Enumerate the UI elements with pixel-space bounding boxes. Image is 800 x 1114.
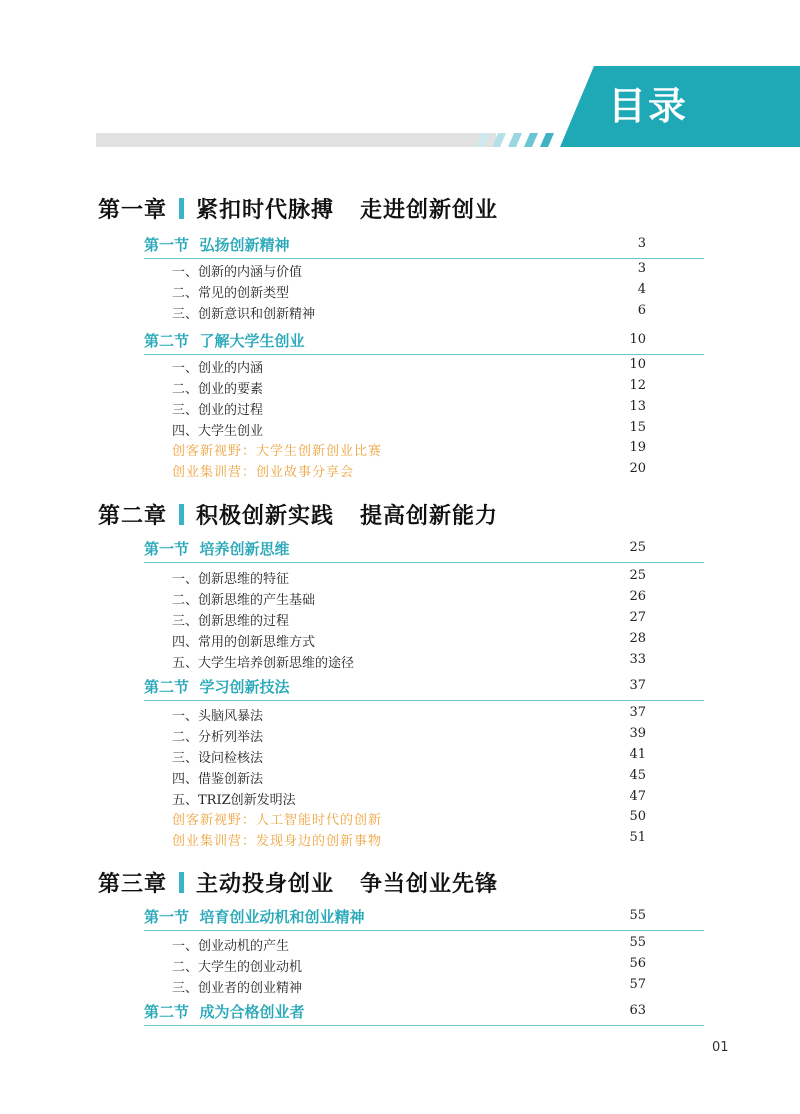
entry-page: 45 <box>629 768 646 783</box>
entry-page: 19 <box>629 440 646 455</box>
entry-page: 47 <box>629 789 646 804</box>
toc-entry[interactable] <box>172 566 646 586</box>
chapter-heading[interactable] <box>98 192 498 224</box>
section-page: 10 <box>629 332 646 347</box>
entry-page: 57 <box>629 977 646 992</box>
section-title: 第二节 成为合格创业者 <box>144 1003 305 1021</box>
toc-entry[interactable] <box>172 418 646 438</box>
entry-page: 6 <box>637 303 646 318</box>
toc-entry[interactable] <box>172 587 646 607</box>
entry-title: 三、创新意识和创新精神 <box>172 307 316 322</box>
page-number: 01 <box>712 1040 729 1055</box>
entry-page: 41 <box>629 747 646 762</box>
chapter-divider-bar <box>179 504 184 525</box>
chapter-title: 积极创新实践 提高创新能力 <box>196 502 498 529</box>
entry-title: 一、创业的内涵 <box>172 361 264 376</box>
chapter-divider-bar <box>179 872 184 893</box>
entry-page: 39 <box>629 726 646 741</box>
entry-title: 创业集训营：创业故事分享会 <box>172 465 355 480</box>
toc-entry[interactable] <box>172 355 646 375</box>
entry-title: 一、创新的内涵与价值 <box>172 265 303 280</box>
section-page: 25 <box>629 540 646 555</box>
entry-page: 28 <box>629 631 646 646</box>
toc-entry[interactable] <box>172 766 646 786</box>
entry-page: 15 <box>629 420 646 435</box>
toc-entry[interactable] <box>172 608 646 628</box>
entry-page: 13 <box>629 399 646 414</box>
toc-entry-feature[interactable] <box>172 828 646 848</box>
entry-title: 三、创业者的创业精神 <box>172 981 303 996</box>
entry-title: 四、大学生创业 <box>172 424 264 439</box>
toc-entry[interactable] <box>172 703 646 723</box>
entry-title: 二、创新思维的产生基础 <box>172 593 316 608</box>
toc-entry[interactable] <box>172 259 646 279</box>
chapter-heading[interactable] <box>98 866 498 898</box>
section-page: 3 <box>637 236 646 251</box>
toc-entry-feature[interactable] <box>172 459 646 479</box>
entry-page: 25 <box>629 568 646 583</box>
toc-entry[interactable] <box>172 975 646 995</box>
entry-page: 51 <box>629 830 646 845</box>
entry-title: 二、创业的要素 <box>172 382 264 397</box>
section-title: 第一节 培育创业动机和创业精神 <box>144 908 365 926</box>
entry-title: 一、头脑风暴法 <box>172 709 264 724</box>
entry-page: 55 <box>629 935 646 950</box>
entry-title: 创业集训营：发现身边的创新事物 <box>172 834 383 849</box>
entry-title: 三、设问检核法 <box>172 751 264 766</box>
entry-page: 27 <box>629 610 646 625</box>
chapter-title: 紧扣时代脉搏 走进创新创业 <box>196 196 498 223</box>
entry-title: 一、创新思维的特征 <box>172 572 290 587</box>
toc-entry[interactable] <box>172 397 646 417</box>
toc-entry-feature[interactable] <box>172 438 646 458</box>
entry-page: 3 <box>637 261 646 276</box>
toc-entry[interactable] <box>172 745 646 765</box>
entry-page: 37 <box>629 705 646 720</box>
entry-title: 三、创新思维的过程 <box>172 614 290 629</box>
entry-page: 4 <box>637 282 646 297</box>
entry-page: 26 <box>629 589 646 604</box>
section-title: 第一节 弘扬创新精神 <box>144 236 290 254</box>
entry-title: 一、创业动机的产生 <box>172 939 290 954</box>
chapter-divider-bar <box>179 198 184 219</box>
entry-title: 创客新视野：人工智能时代的创新 <box>172 813 383 828</box>
entry-title: 五、大学生培养创新思维的途径 <box>172 656 355 671</box>
toc-entry[interactable] <box>172 933 646 953</box>
section-heading[interactable] <box>144 904 704 931</box>
toc-entry[interactable] <box>172 650 646 670</box>
chapter-label: 第一章 <box>98 196 168 223</box>
toc-entry[interactable] <box>172 629 646 649</box>
chapter-label: 第二章 <box>98 502 168 529</box>
entry-page: 10 <box>629 357 646 372</box>
entry-title: 四、借鉴创新法 <box>172 772 264 787</box>
entry-page: 12 <box>629 378 646 393</box>
entry-title: 三、创业的过程 <box>172 403 264 418</box>
entry-page: 20 <box>629 461 646 476</box>
section-heading[interactable] <box>144 536 704 563</box>
entry-title: 创客新视野：大学生创新创业比赛 <box>172 444 383 459</box>
toc-entry[interactable] <box>172 954 646 974</box>
toc-entry-feature[interactable] <box>172 807 646 827</box>
page-title: 目录 <box>608 84 689 128</box>
toc-entry[interactable] <box>172 376 646 396</box>
section-title: 第一节 培养创新思维 <box>144 540 290 558</box>
section-page: 37 <box>629 678 646 693</box>
toc-entry[interactable] <box>172 301 646 321</box>
chapter-label: 第三章 <box>98 870 168 897</box>
chapter-heading[interactable] <box>98 498 498 530</box>
toc-entry[interactable] <box>172 280 646 300</box>
section-heading[interactable] <box>144 328 704 355</box>
section-page: 55 <box>629 908 646 923</box>
chapter-title: 主动投身创业 争当创业先锋 <box>196 870 498 897</box>
section-title: 第二节 了解大学生创业 <box>144 332 305 350</box>
section-heading[interactable] <box>144 232 704 259</box>
entry-page: 56 <box>629 956 646 971</box>
section-heading[interactable] <box>144 674 704 701</box>
section-page: 63 <box>629 1003 646 1018</box>
header-gray-bar <box>96 133 496 147</box>
entry-title: 四、常用的创新思维方式 <box>172 635 316 650</box>
entry-page: 33 <box>629 652 646 667</box>
entry-title: 五、TRIZ创新发明法 <box>172 793 296 808</box>
toc-entry[interactable] <box>172 787 646 807</box>
toc-entry[interactable] <box>172 724 646 744</box>
entry-title: 二、大学生的创业动机 <box>172 960 303 975</box>
entry-title: 二、分析列举法 <box>172 730 264 745</box>
section-title: 第二节 学习创新技法 <box>144 678 290 696</box>
entry-title: 二、常见的创新类型 <box>172 286 290 301</box>
entry-page: 50 <box>629 809 646 824</box>
section-heading[interactable] <box>144 999 704 1026</box>
